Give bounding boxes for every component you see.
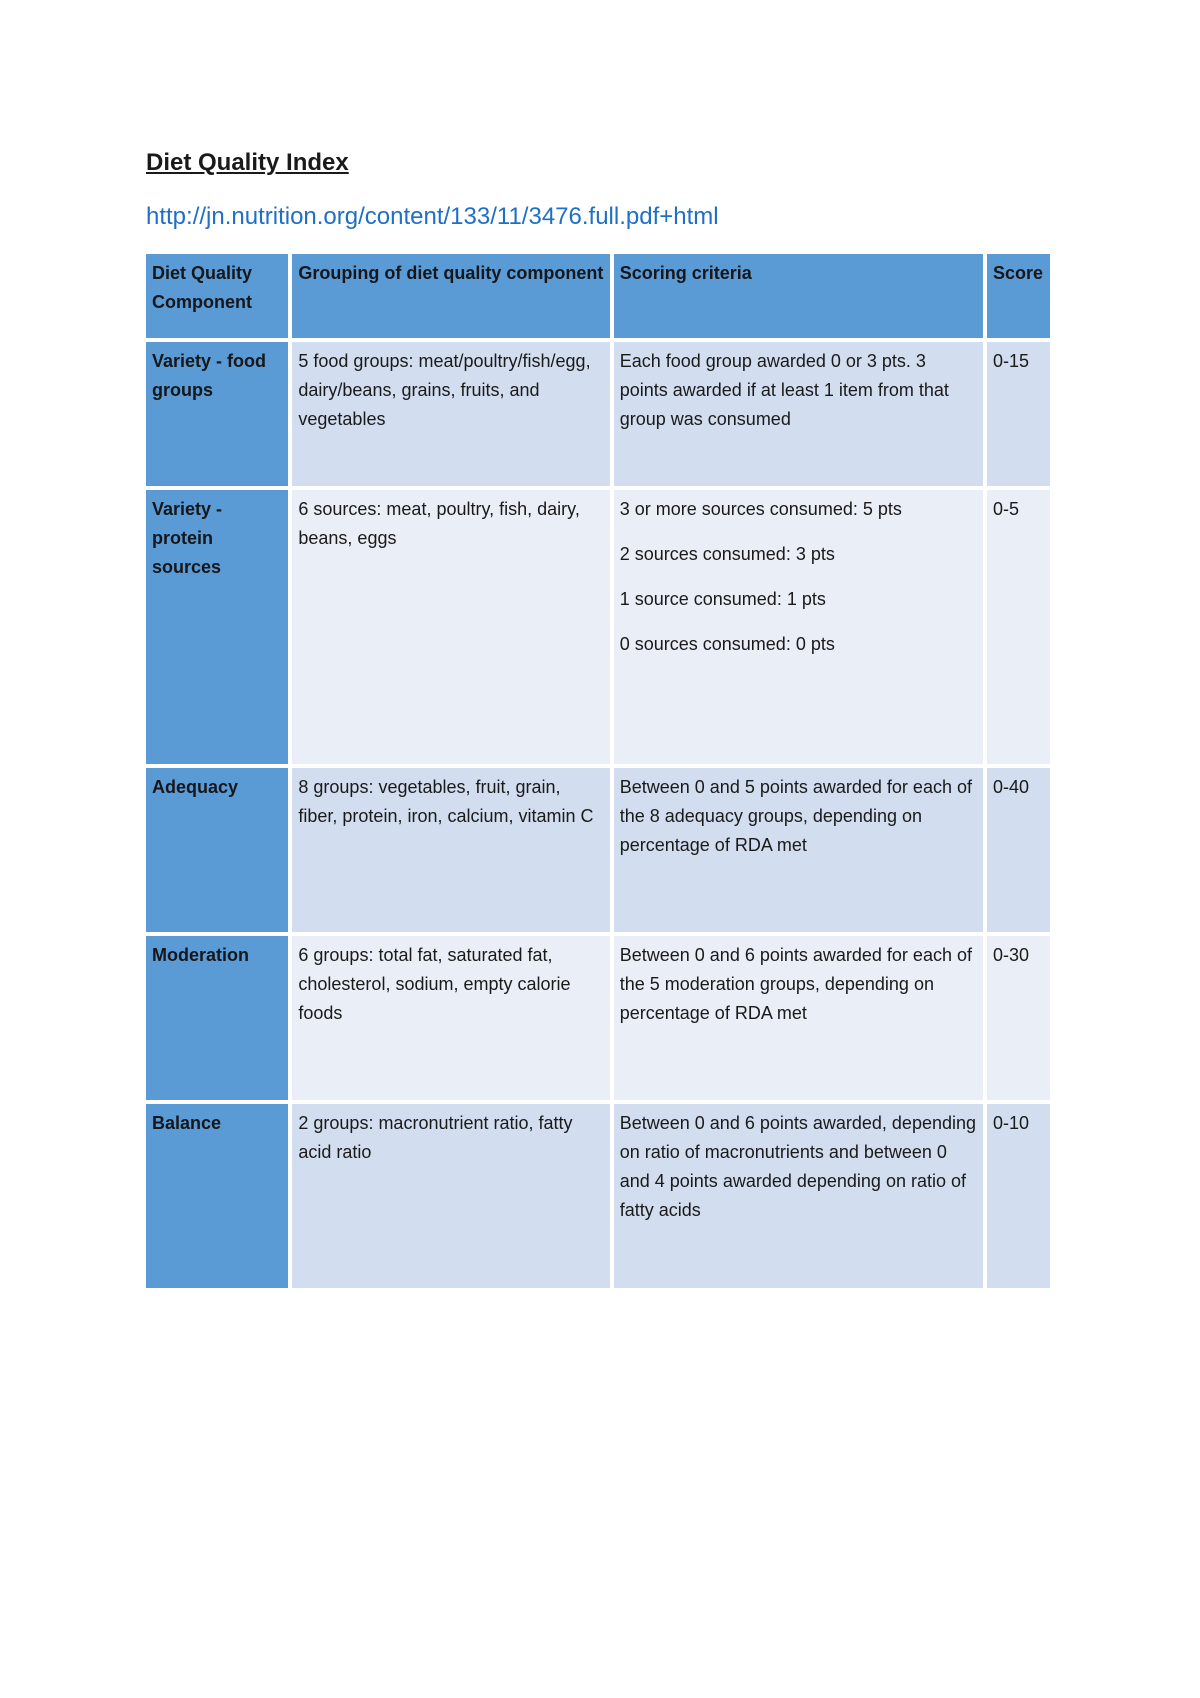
header-grouping: Grouping of diet quality component bbox=[292, 254, 609, 338]
criteria-cell bbox=[614, 936, 983, 1100]
criteria-line: Between 0 and 6 points awarded, depending on ratio of macronutrients and between 0 and 4 points awarded depending on ratio of fatty acids bbox=[619, 1113, 977, 1220]
score-cell: 0-10 bbox=[987, 1104, 1050, 1288]
score-cell: 0-15 bbox=[987, 342, 1050, 486]
criteria-line: 3 or more sources consumed: 5 pts bbox=[619, 499, 902, 519]
grouping-cell: 6 sources: meat, poultry, fish, dairy, beans, eggs bbox=[292, 490, 609, 764]
criteria-cell bbox=[614, 1104, 983, 1288]
table-row bbox=[146, 936, 1050, 1100]
table-header-row bbox=[146, 254, 1050, 338]
criteria-line: 2 sources consumed: 3 pts bbox=[619, 544, 835, 564]
score-cell: 0-30 bbox=[987, 936, 1050, 1100]
grouping-cell: 5 food groups: meat/poultry/fish/egg, dairy/beans, grains, fruits, and vegetables bbox=[292, 342, 609, 486]
criteria-line: Between 0 and 5 points awarded for each of the 8 adequacy groups, depending on percentage of RDA met bbox=[619, 777, 972, 855]
table-row bbox=[146, 1104, 1050, 1288]
source-link[interactable]: http://jn.nutrition.org/content/133/11/3476.full.pdf+html bbox=[146, 203, 719, 230]
header-score: Score bbox=[987, 254, 1050, 338]
score-cell: 0-40 bbox=[987, 768, 1050, 932]
criteria-line: 0 sources consumed: 0 pts bbox=[619, 634, 835, 654]
score-cell: 0-5 bbox=[987, 490, 1050, 764]
header-component: Diet Quality Component bbox=[146, 254, 288, 338]
component-cell: Moderation bbox=[146, 936, 288, 1100]
criteria-cell bbox=[614, 342, 983, 486]
grouping-cell: 8 groups: vegetables, fruit, grain, fiber, protein, iron, calcium, vitamin C bbox=[292, 768, 609, 932]
criteria-line: Each food group awarded 0 or 3 pts. 3 points awarded if at least 1 item from that group was consumed bbox=[619, 351, 949, 429]
criteria-line: 1 source consumed: 1 pts bbox=[619, 589, 826, 609]
diet-quality-table bbox=[142, 250, 1054, 1292]
grouping-cell: 6 groups: total fat, saturated fat, cholesterol, sodium, empty calorie foods bbox=[292, 936, 609, 1100]
component-cell: Variety - food groups bbox=[146, 342, 288, 486]
header-scoring-criteria: Scoring criteria bbox=[614, 254, 983, 338]
table-row bbox=[146, 342, 1050, 486]
table-row bbox=[146, 768, 1050, 932]
page-title: Diet Quality Index bbox=[146, 149, 349, 176]
table-row bbox=[146, 490, 1050, 764]
criteria-cell bbox=[614, 490, 983, 764]
grouping-cell: 2 groups: macronutrient ratio, fatty acid ratio bbox=[292, 1104, 609, 1288]
criteria-line: Between 0 and 6 points awarded for each of the 5 moderation groups, depending on percentage of RDA met bbox=[619, 945, 972, 1023]
component-cell: Variety - protein sources bbox=[146, 490, 288, 764]
component-cell: Adequacy bbox=[146, 768, 288, 932]
component-cell: Balance bbox=[146, 1104, 288, 1288]
criteria-cell bbox=[614, 768, 983, 932]
